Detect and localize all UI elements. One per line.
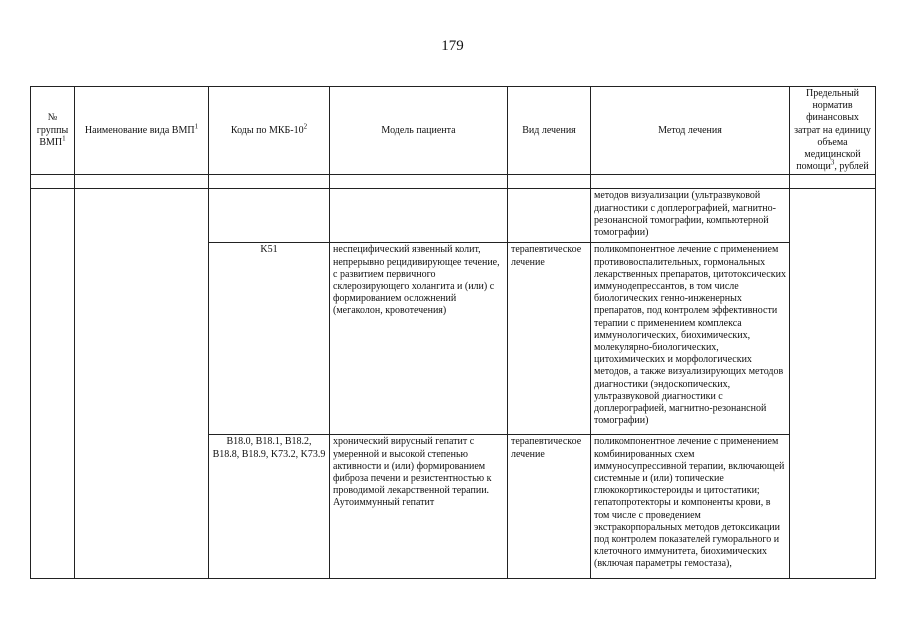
model-cell	[330, 189, 508, 243]
vmp-table	[30, 86, 876, 579]
header-row	[31, 87, 876, 175]
codes-cell	[209, 189, 330, 243]
header-cost-norm: Предельный норматив финансовых затрат на единицу объема медицинской помощи$^3$, рублей	[790, 87, 876, 175]
header-icd-codes: Коды по МКБ-$10^2$	[209, 87, 330, 175]
treatment-cell: терапевтическое лечение	[508, 243, 591, 435]
method-cell: методов визуализации (ультразвуковой диагностики с доплерографией, магнитно-резонансной томографии, компьютерной томографии)	[591, 189, 790, 243]
table-row	[31, 189, 876, 243]
header-patient-model: Модель пациента	[330, 87, 508, 175]
header-vmp-name: Наименование вида ВМП$^1$	[75, 87, 209, 175]
vmp-name-cell	[75, 189, 209, 579]
method-cell: поликомпонентное лечение с применением комбинированных схем иммуносупрессивной терапии, включающей системные и (или) топические глюкокортикостероиды и цитостатики; гепатопротекторы и компоненты крови, в том числе с проведением экстракорпоральных методов детоксикации под контролем показателей гуморального и клеточного иммунитета, биохимических (включая параметры гемостаза),	[591, 435, 790, 579]
codes-cell: B18.0, B18.1, B18.2, B18.8, B18.9, K73.2, K73.9	[209, 435, 330, 579]
cost-cell	[790, 189, 876, 579]
header-treatment-type: Вид лечения	[508, 87, 591, 175]
column-number-row	[31, 175, 876, 189]
treatment-cell: терапевтическое лечение	[508, 435, 591, 579]
group-no-cell	[31, 189, 75, 579]
page-number: 179	[441, 38, 464, 54]
model-cell: хронический вирусный гепатит с умеренной и высокой степенью активности и (или) формированием фиброза печени и резистентностью к проводимой лекарственной терапии. Аутоиммунный гепатит	[330, 435, 508, 579]
header-treatment-method: Метод лечения	[591, 87, 790, 175]
method-cell: поликомпонентное лечение с применением противовоспалительных, гормональных лекарственных препаратов, цитотоксических иммунодепрессантов, в том числе биологических генно-инженерных препаратов, под контролем эффективности терапии с применением комплекса иммунологических, биохимических, молекулярно-биологических, цитохимических и морфологических методов, а также визуализирующих методов диагностики (эндоскопических, ультразвуковой диагностики с доплерографией, магнитно-резонансной томографии)	[591, 243, 790, 435]
codes-cell: K51	[209, 243, 330, 435]
treatment-cell	[508, 189, 591, 243]
header-group-no: № группы ВМП$^1$	[31, 87, 75, 175]
model-cell: неспецифический язвенный колит, непрерывно рецидивирующее течение, с развитием первичного склерозирующего холангита и (или) с формированием осложнений (мегаколон, кровотечения)	[330, 243, 508, 435]
